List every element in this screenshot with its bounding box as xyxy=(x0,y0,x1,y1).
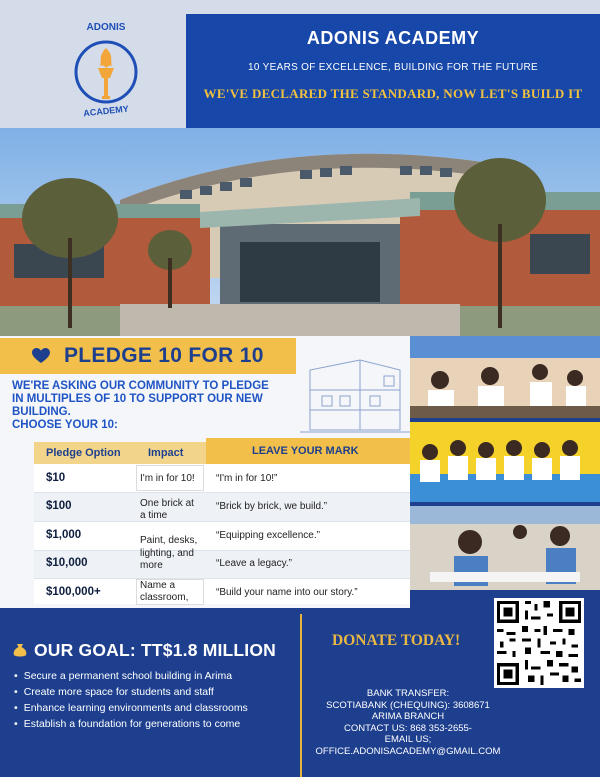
logo-top-text: ADONIS xyxy=(86,22,126,33)
donation-line: EMAIL US; xyxy=(384,734,432,745)
donation-line: BANK TRANSFER: xyxy=(366,688,450,699)
pledge-desc-line: CHOOSE YOUR 10: xyxy=(12,419,118,431)
logo-area xyxy=(0,0,186,128)
goal-item: • Enhance learning environments and classrooms xyxy=(14,700,298,716)
pledge-leave-mark: “Brick by brick, we build.” xyxy=(216,501,328,512)
students-photo-2 xyxy=(410,422,600,502)
pledge-desc-line: WE'RE ASKING OUR COMMUNITY TO PLEDGE xyxy=(12,380,269,392)
pledge-desc-line: IN MULTIPLES OF 10 TO SUPPORT OUR NEW xyxy=(12,393,263,405)
pledge-leave-mark: “Build your name into our story.” xyxy=(216,587,358,598)
students-photo-3 xyxy=(410,506,600,590)
page-tagline: WE'VE DECLARED THE STANDARD, NOW LET'S BUILD IT xyxy=(203,86,583,101)
page-title: ADONIS ACADEMY xyxy=(306,28,480,48)
pledge-title: PLEDGE 10 FOR 10 xyxy=(64,344,264,367)
building-blueprint-illustration xyxy=(300,340,410,440)
goal-list xyxy=(14,668,298,732)
donation-line: CONTACT US: 868 353-2655- xyxy=(344,722,472,734)
goal-item: • Secure a permanent school building in Arima xyxy=(14,668,298,684)
logo-bottom-text: ACADEMY xyxy=(82,103,130,119)
pledge-leave-mark: “Leave a legacy.” xyxy=(216,558,292,569)
table-header-option: Pledge Option xyxy=(46,447,121,459)
pledge-impact: lighting, and more xyxy=(140,548,194,571)
pledge-impact: Name a classroom, xyxy=(140,580,189,603)
header xyxy=(0,0,600,128)
pledge-impact: Paint, desks, xyxy=(140,535,198,546)
header-banner xyxy=(186,14,600,128)
pledge-option: $10 xyxy=(46,472,66,484)
goal-title: OUR GOAL: TT$1.8 MILLION xyxy=(34,640,277,660)
heart-icon xyxy=(32,348,50,364)
pledge-description xyxy=(12,380,302,432)
pledge-leave-mark: “I'm in for 10!” xyxy=(216,473,278,484)
donation-details xyxy=(302,688,514,757)
pledge-impact: I'm in for 10! xyxy=(140,473,195,484)
pledge-option: $100,000+ xyxy=(46,586,101,598)
pledge-option: $1,000 xyxy=(46,529,82,541)
school-building-photo xyxy=(0,128,600,336)
goal-item: • Establish a foundation for generations to come xyxy=(14,716,298,732)
money-bag-icon xyxy=(12,642,28,658)
donation-line: SCOTIABANK (CHEQUING): 3608671 xyxy=(326,699,490,711)
pledge-desc-line: BUILDING. xyxy=(12,406,71,418)
pledge-option: $100 xyxy=(46,500,72,512)
donation-line: ARIMA BRANCH xyxy=(371,711,445,722)
pledge-option: $10,000 xyxy=(46,557,88,569)
torch-logo-icon xyxy=(72,22,140,114)
qr-code[interactable] xyxy=(494,598,584,688)
donate-title: DONATE TODAY! xyxy=(332,632,461,649)
pledge-leave-mark: “Equipping excellence.” xyxy=(216,530,320,541)
students-photo-1 xyxy=(410,336,600,418)
pledge-impact: One brick at a time xyxy=(140,498,194,521)
page-subtitle: 10 YEARS OF EXCELLENCE, BUILDING FOR THE FUTURE xyxy=(248,62,538,73)
donation-email[interactable]: OFFICE.ADONISACADEMY@GMAIL.COM xyxy=(315,745,501,757)
goal-item: • Create more space for students and staff xyxy=(14,684,298,700)
table-header-leave: LEAVE YOUR MARK xyxy=(252,445,359,457)
table-header-impact: Impact xyxy=(148,447,184,459)
